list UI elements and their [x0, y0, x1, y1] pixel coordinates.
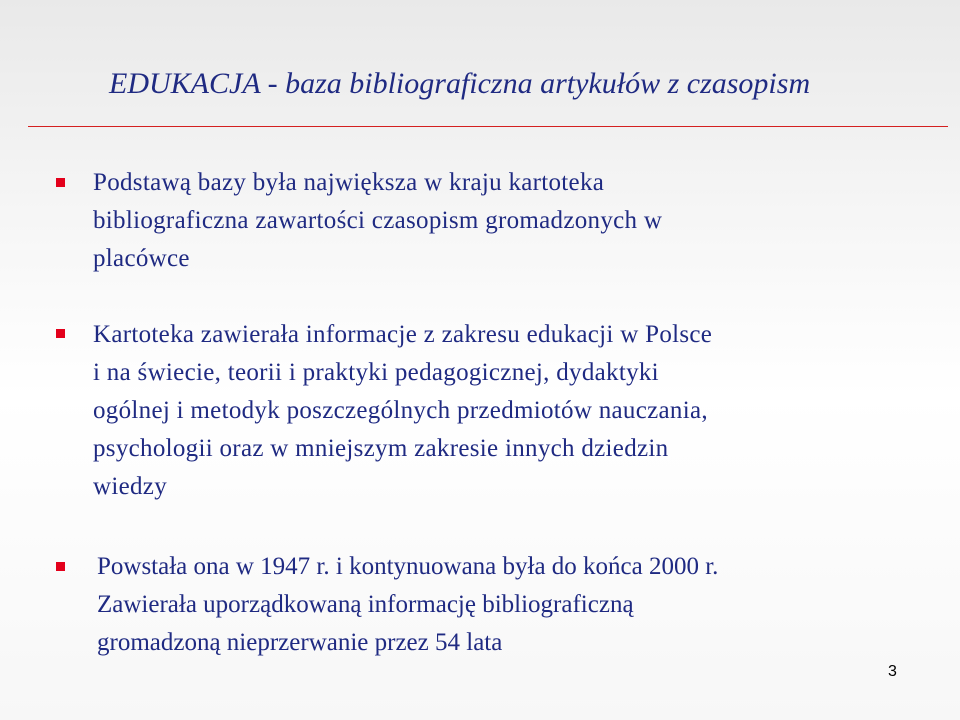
bullet-square-icon: [56, 329, 65, 338]
slide-title: EDUKACJA - baza bibliograficzna artykułów z czasopism: [109, 67, 811, 100]
bullet-line: gromadzoną nieprzerwanie przez 54 lata: [97, 629, 503, 656]
bullet-item: [93, 316, 712, 506]
bullet-square-icon: [56, 562, 65, 571]
bullet-line: Zawierała uporządkowaną informację bibliograficzną: [97, 591, 634, 618]
bullet-line: bibliograficzna zawartości czasopism gromadzonych w: [93, 207, 663, 234]
bullet-line: psychologii oraz w mniejszym zakresie innych dziedzin: [93, 435, 669, 462]
bullet-square-icon: [56, 178, 65, 187]
bullet-item: [93, 164, 662, 278]
bullet-line: Kartoteka zawierała informacje z zakresu edukacji w Polsce: [93, 321, 713, 348]
bullet-line: Podstawą bazy była największa w kraju kartoteka: [93, 169, 605, 196]
page-number: 3: [888, 663, 897, 680]
bullet-line: ogólnej i metodyk poszczególnych przedmiotów nauczania,: [93, 397, 708, 424]
bullet-line: Powstała ona w 1947 r. i kontynuowana była do końca 2000 r.: [97, 553, 719, 580]
bullet-line: wiedzy: [93, 473, 167, 500]
bullet-line: i na świecie, teorii i praktyki pedagogicznej, dydaktyki: [93, 359, 659, 386]
bullet-line: placówce: [93, 245, 190, 272]
title-divider: [28, 126, 948, 127]
bullet-item: [97, 548, 718, 662]
